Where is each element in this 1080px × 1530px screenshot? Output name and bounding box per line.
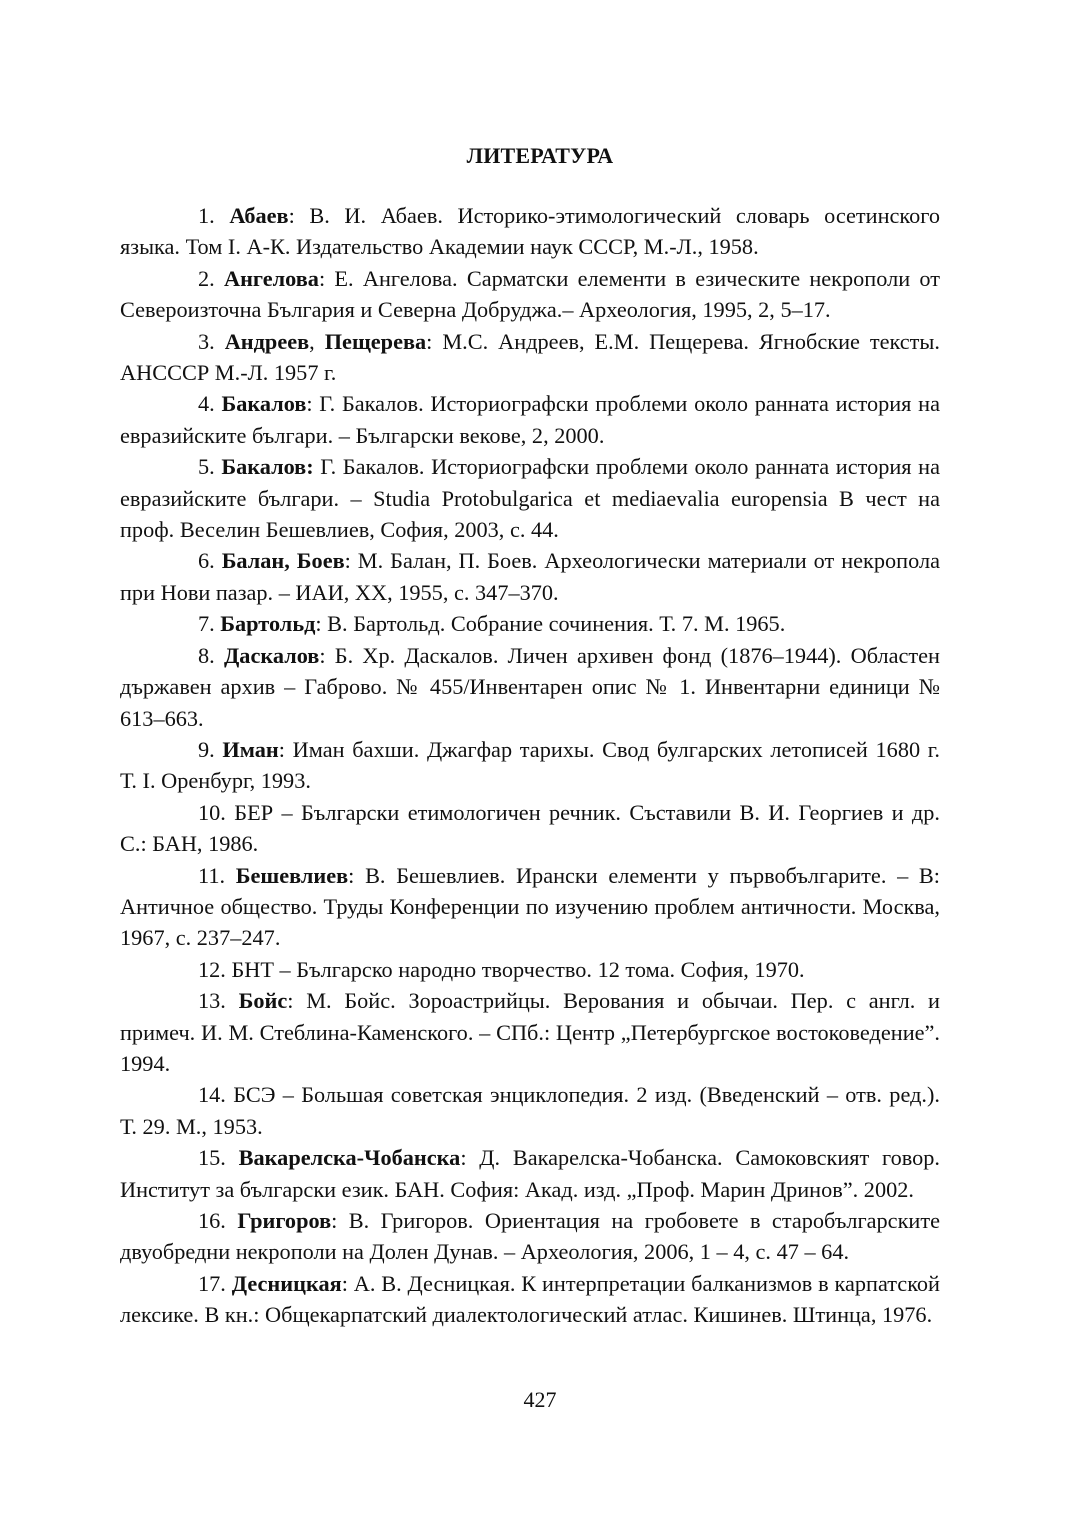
reference-number: 8. <box>198 642 224 668</box>
reference-text: БСЭ – Большая советская энциклопедия. 2 изд. (Введенский – отв. ред.). Т. 29. М., 1953. <box>120 1082 940 1139</box>
reference-number: 16. <box>198 1208 238 1233</box>
reference-number: 14. <box>198 1082 234 1108</box>
reference-author: Бакалов <box>221 391 307 417</box>
reference-item: 17. Десницкая: А. В. Десницкая. К интерпретации балканизмов в карпатской лексике. В кн.: Общекарпатский диалектологический атлас. Кишинев. Штинца, 1976. <box>120 1270 940 1328</box>
reference-item <box>120 451 940 545</box>
reference-item: 2. Ангелова: Е. Ангелова. Сарматски елементи в езическите некрополи от Североизточна България и Северна Добруджа.– Археология, 1995, 2, 5–17. <box>120 265 940 323</box>
reference-author: Бакалов: <box>221 454 314 480</box>
reference-number: 9. <box>198 736 223 762</box>
reference-item: 9. Иман: Иман бахши. Джагфар тарихы. Свод булгарских летописей 1680 г. Т. I. Оренбург, 1993. <box>120 736 941 794</box>
reference-text: Д. Вакарелска-Чобанска. Самоковският говор. Институт за български език. БАН. София: Акад. изд. „Проф. Марин Дринов”. 2002. <box>120 1145 940 1202</box>
reference-author: Иман <box>222 736 279 762</box>
reference-text: БЕР – Български етимологичен речник. Съставили В. И. Георгиев и др. С.: БАН, 1986. <box>120 799 941 857</box>
reference-item: 13. Бойс: М. Бойс. Зороастрийцы. Верования и обычаи. Пер. с англ. и примеч. И. М. Стеблина-Каменского. – СПб.: Центр „Петербургское востоковедение”. 1994. <box>120 988 940 1076</box>
reference-author: Бойс <box>238 988 288 1014</box>
reference-item <box>120 797 940 860</box>
reference-item: 8. Даскалов: Б. Хр. Даскалов. Личен архивен фонд (1876–1944). Областен държавен архив – Габрово. № 455/Инвентарен опис № 1. Инвентарни единици № 613–663. <box>120 642 940 731</box>
reference-text: Б. Хр. Даскалов. Личен архивен фонд (1876–1944). Областен държавен архив – Габрово. № 455/Инвентарен опис № 1. Инвентарни единици № 613–663. <box>120 642 940 731</box>
reference-number: 15. <box>198 1145 239 1171</box>
reference-text: Е. Ангелова. Сарматски елементи в езическите некрополи от Североизточна България и Северна Добруджа.– Археология, 1995, 2, 5–17. <box>120 265 940 323</box>
reference-item: 3. Андреев, Пещерева: М.С. Андреев, Е.М. Пещерева. Ягнобские тексты. АНСССР М.-Л. 1957 г. <box>120 328 940 386</box>
reference-number: 7. <box>198 611 221 637</box>
reference-number: 3. <box>198 328 225 354</box>
reference-text: Г. Бакалов. Историографски проблеми около ранната история на евразийските българи. – Български векове, 2, 2000. <box>120 391 940 448</box>
reference-author: Григоров <box>237 1208 332 1233</box>
reference-author: Андреев <box>224 328 310 354</box>
reference-text: В. Григоров. Ориентация на гробовете в старобългарските двуобредни некрополи на Долен Дунав. – Археология, 2006, 1 – 4, с. 47 – 64. <box>120 1208 940 1265</box>
reference-text: В. И. Абаев. Историко-этимологический словарь осетинского языка. Том I. А-К. Издательство Академии наук СССР, М.-Л., 1958. <box>120 203 940 260</box>
reference-number: 11. <box>198 862 236 888</box>
reference-author: Десницкая <box>231 1270 342 1296</box>
reference-text: Иман бахши. Джагфар тарихы. Свод булгарских летописей 1680 г. Т. I. Оренбург, 1993. <box>120 736 941 794</box>
reference-author: Пещерева <box>324 328 427 354</box>
reference-number: 6. <box>198 548 222 574</box>
reference-item: 4. Бакалов: Г. Бакалов. Историографски проблеми около ранната история на евразийските българи. – Български векове, 2, 2000. <box>120 391 940 448</box>
reference-item <box>120 954 940 985</box>
reference-author: Вакарелска-Чобанска <box>238 1145 461 1171</box>
reference-number: 10. <box>198 799 235 825</box>
reference-text: М. Балан, П. Боев. Археологически материали от некропола при Нови пазар. – ИАИ, ХХ, 1955, с. 347–370. <box>120 548 940 605</box>
reference-item <box>120 1079 940 1142</box>
reference-text: М. Бойс. Зороастрийцы. Верования и обычаи. Пер. с англ. и примеч. И. М. Стеблина-Каменского. – СПб.: Центр „Петербургское востоковедение”. 1994. <box>120 988 940 1076</box>
reference-author: Балан, Боев <box>221 548 345 574</box>
reference-item: 15. Вакарелска-Чобанска: Д. Вакарелска-Чобанска. Самоковският говор. Институт за български език. БАН. София: Акад. изд. „Проф. Марин Дринов”. 2002. <box>120 1145 940 1202</box>
reference-item: 16. Григоров: В. Григоров. Ориентация на гробовете в старобългарските двуобредни некрополи на Долен Дунав. – Археология, 2006, 1 – 4, с. 47 – 64. <box>120 1208 940 1265</box>
reference-author: Даскалов <box>223 642 320 668</box>
reference-item: 7. Бартольд: В. Бартольд. Собрание сочинения. Т. 7. М. 1965. <box>198 611 786 637</box>
reference-author: Бартольд <box>220 611 316 637</box>
reference-number: 17. <box>198 1270 232 1296</box>
reference-number: 5. <box>198 454 222 480</box>
reference-text: БНТ – Българско народно творчество. 12 тома. София, 1970. <box>231 956 805 982</box>
reference-author: Бешевлиев <box>235 862 349 888</box>
page-number: 427 <box>523 1387 557 1412</box>
reference-text: Г. Бакалов. Историографски проблеми около ранната история на евразийските българи. – Studia Protobulgarica et mediaevalia europensia В чест на проф. Веселин Бешевлиев, София, 2003, с. 44. <box>120 454 940 543</box>
reference-item: 11. Бешевлиев: В. Бешевлиев. Ирански елементи у първобългарите. – В: Античное общество. Труды Конференции по изучению проблем античности. Москва, 1967, с. 237–247. <box>120 862 941 951</box>
reference-item: 6. Балан, Боев: М. Балан, П. Боев. Археологически материали от некропола при Нови пазар. – ИАИ, ХХ, 1955, с. 347–370. <box>120 548 940 605</box>
reference-number: 1. <box>198 203 230 228</box>
reference-text: М.С. Андреев, Е.М. Пещерева. Ягнобские тексты. АНСССР М.-Л. 1957 г. <box>120 328 940 386</box>
page-title: ЛИТЕРАТУРА <box>466 143 614 168</box>
reference-author: Абаев <box>229 203 289 228</box>
reference-text: А. В. Десницкая. К интерпретации балканизмов в карпатской лексике. В кн.: Общекарпатский диалектологический атлас. Кишинев. Штинца, 1976. <box>120 1270 940 1328</box>
reference-number: 4. <box>198 391 222 417</box>
reference-list <box>120 200 940 1331</box>
reference-item: 1. Абаев: В. И. Абаев. Историко-этимологический словарь осетинского языка. Том I. А-К. Издательство Академии наук СССР, М.-Л., 1958. <box>120 203 940 260</box>
reference-number: 13. <box>198 988 239 1014</box>
reference-author: Ангелова <box>223 265 319 291</box>
reference-text: В. Бартольд. Собрание сочинения. Т. 7. М. 1965. <box>327 611 786 637</box>
reference-number: 2. <box>198 265 224 291</box>
reference-number: 12. <box>198 956 232 982</box>
reference-text: В. Бешевлиев. Ирански елементи у първобългарите. – В: Античное общество. Труды Конференции по изучению проблем античности. Москва, 1967, с. 237–247. <box>120 862 941 951</box>
